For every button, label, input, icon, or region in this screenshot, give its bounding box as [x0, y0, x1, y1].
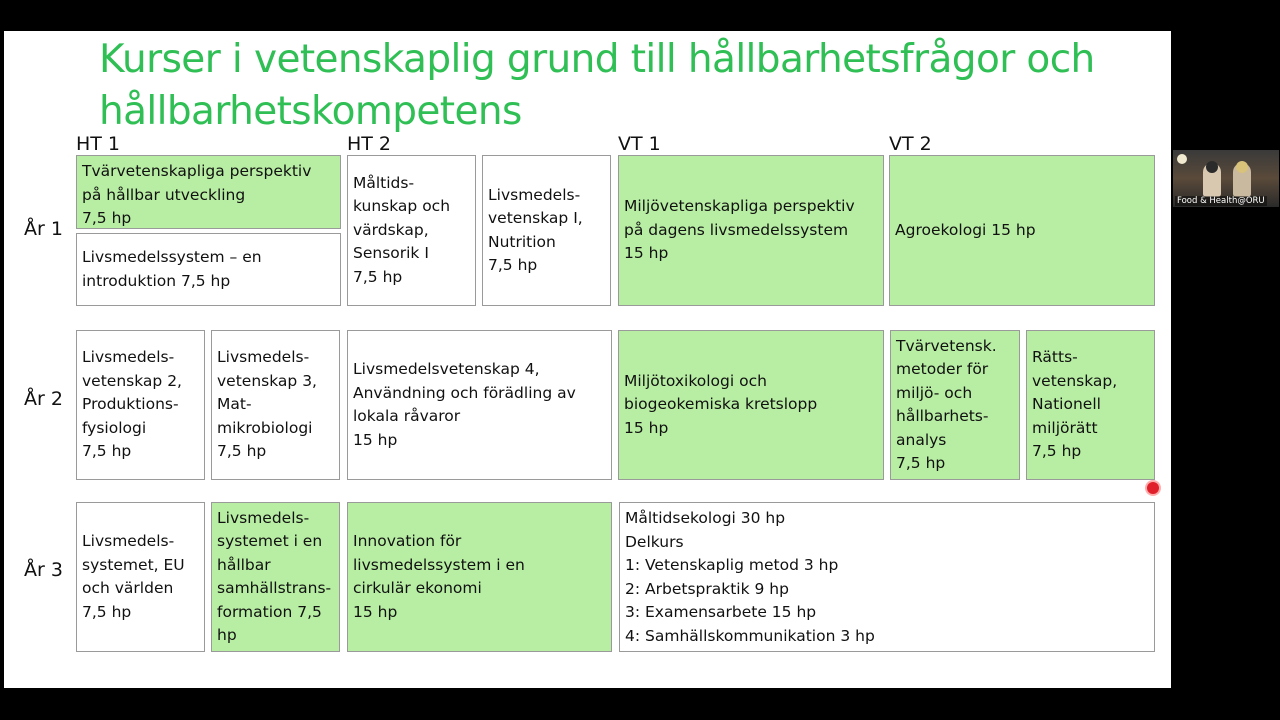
course-text: Livsmedels- vetenskap 3, Mat- mikrobiologi 7,5 hp — [217, 348, 317, 461]
course-text: Livsmedels- vetenskap I, Nutrition 7,5 hp — [488, 185, 583, 274]
course-text: Måltids- kunskap och värdskap, Sensorik I 7,5 hp — [353, 173, 451, 286]
course-box — [211, 502, 340, 652]
course-box — [618, 155, 884, 306]
course-box — [1026, 330, 1155, 480]
course-text: Måltidsekologi 30 hp Delkurs 1: Vetenskaplig metod 3 hp 2: Arbetspraktik 9 hp 3: Examensarbete 15 hp 4: Samhällskommunikation 3 hp — [625, 509, 875, 645]
video-label: Food & Health@ORU — [1177, 196, 1265, 206]
video-thumbnail[interactable] — [1173, 150, 1279, 207]
person-icon — [1233, 163, 1251, 197]
person-icon — [1203, 163, 1221, 197]
course-box — [482, 155, 611, 306]
column-header-ht1: HT 1 — [76, 133, 121, 155]
column-header-vt2: VT 2 — [889, 133, 932, 155]
course-box — [889, 155, 1155, 306]
course-box — [619, 502, 1155, 652]
course-text: Livsmedels- vetenskap 2, Produktions- fysiologi 7,5 hp — [82, 348, 182, 461]
course-box — [76, 502, 205, 652]
course-text: Livsmedelsvetenskap 4, Användning och förädling av lokala råvaror 15 hp — [353, 360, 576, 449]
course-text: Rätts- vetenskap, Nationell miljörätt 7,5 hp — [1032, 348, 1118, 461]
course-box — [76, 233, 341, 306]
column-header-ht2: HT 2 — [347, 133, 392, 155]
slide-title: Kurser i vetenskaplig grund till hållbarhetsfrågor och hållbarhetskompetens — [99, 37, 1095, 134]
course-box — [347, 502, 612, 652]
course-text: Innovation för livsmedelssystem i en cirkulär ekonomi 15 hp — [353, 532, 525, 621]
course-text: Livsmedels- systemet, EU och världen 7,5 hp — [82, 532, 185, 621]
course-box — [618, 330, 884, 480]
laser-pointer-icon — [1147, 482, 1159, 494]
course-box — [211, 330, 340, 480]
row-header-year1: År 1 — [24, 218, 63, 240]
row-header-year2: År 2 — [24, 388, 63, 410]
course-box — [76, 330, 205, 480]
course-text: Miljötoxikologi och biogeokemiska kretslopp 15 hp — [624, 371, 818, 437]
course-text: Miljövetenskapliga perspektiv på dagens livsmedelssystem 15 hp — [624, 197, 855, 263]
course-text: Livsmedels- systemet i en hållbar samhällstrans- formation 7,5 hp — [217, 508, 332, 644]
lamp-icon — [1177, 154, 1187, 164]
course-box — [347, 330, 612, 480]
column-header-vt1: VT 1 — [618, 133, 661, 155]
row-header-year3: År 3 — [24, 559, 63, 581]
course-box — [347, 155, 476, 306]
course-text: Agroekologi 15 hp — [895, 220, 1036, 239]
course-text: Tvärvetensk. metoder för miljö- och hållbarhets- analys 7,5 hp — [896, 336, 997, 472]
course-box — [76, 155, 341, 229]
course-box — [890, 330, 1020, 480]
course-text: Tvärvetenskapliga perspektiv på hållbar utveckling 7,5 hp — [82, 162, 312, 227]
course-text: Livsmedelssystem – en introduktion 7,5 hp — [82, 248, 262, 290]
